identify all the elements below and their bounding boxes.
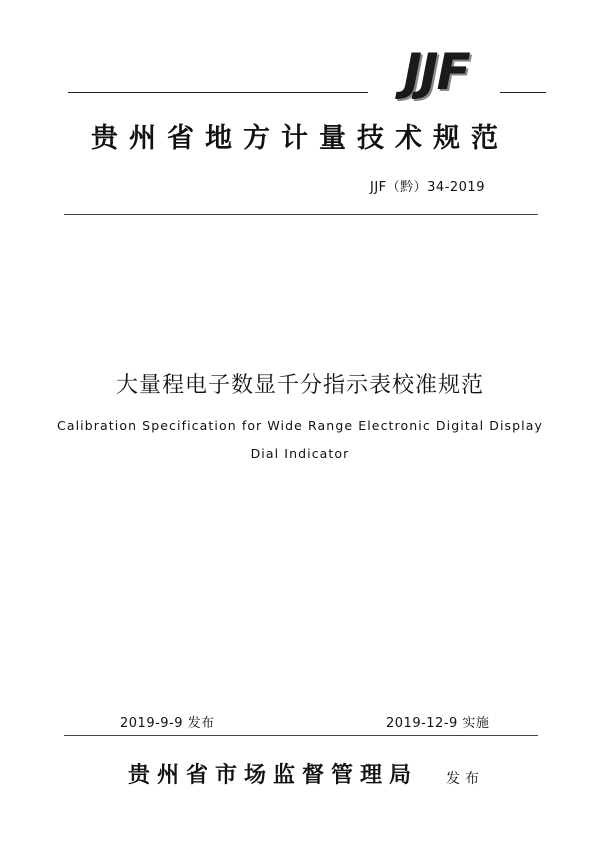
header-rule-left [68,92,368,93]
title-en-line1: Calibration Specification for Wide Range Electronic Digital Display [57,418,543,433]
issue-date: 2019-9-9 发布 [120,716,215,731]
implement-date: 2019-12-9 实施 [386,716,490,731]
org-title: 贵州省地方计量技术规范 [91,123,509,154]
publish-label: 发布 [446,771,484,787]
doc-number: JJF（黔）34-2019 [370,180,485,195]
publisher-name: 贵州省市场监督管理局 [128,763,419,788]
divider-top [64,214,538,215]
divider-bottom [64,735,538,736]
title-cn: 大量程电子数显千分指示表校准规范 [115,373,484,398]
header-rule-right [500,92,546,93]
title-en-line2: Dial Indicator [250,446,350,461]
jjf-logo: JJF [403,43,469,101]
